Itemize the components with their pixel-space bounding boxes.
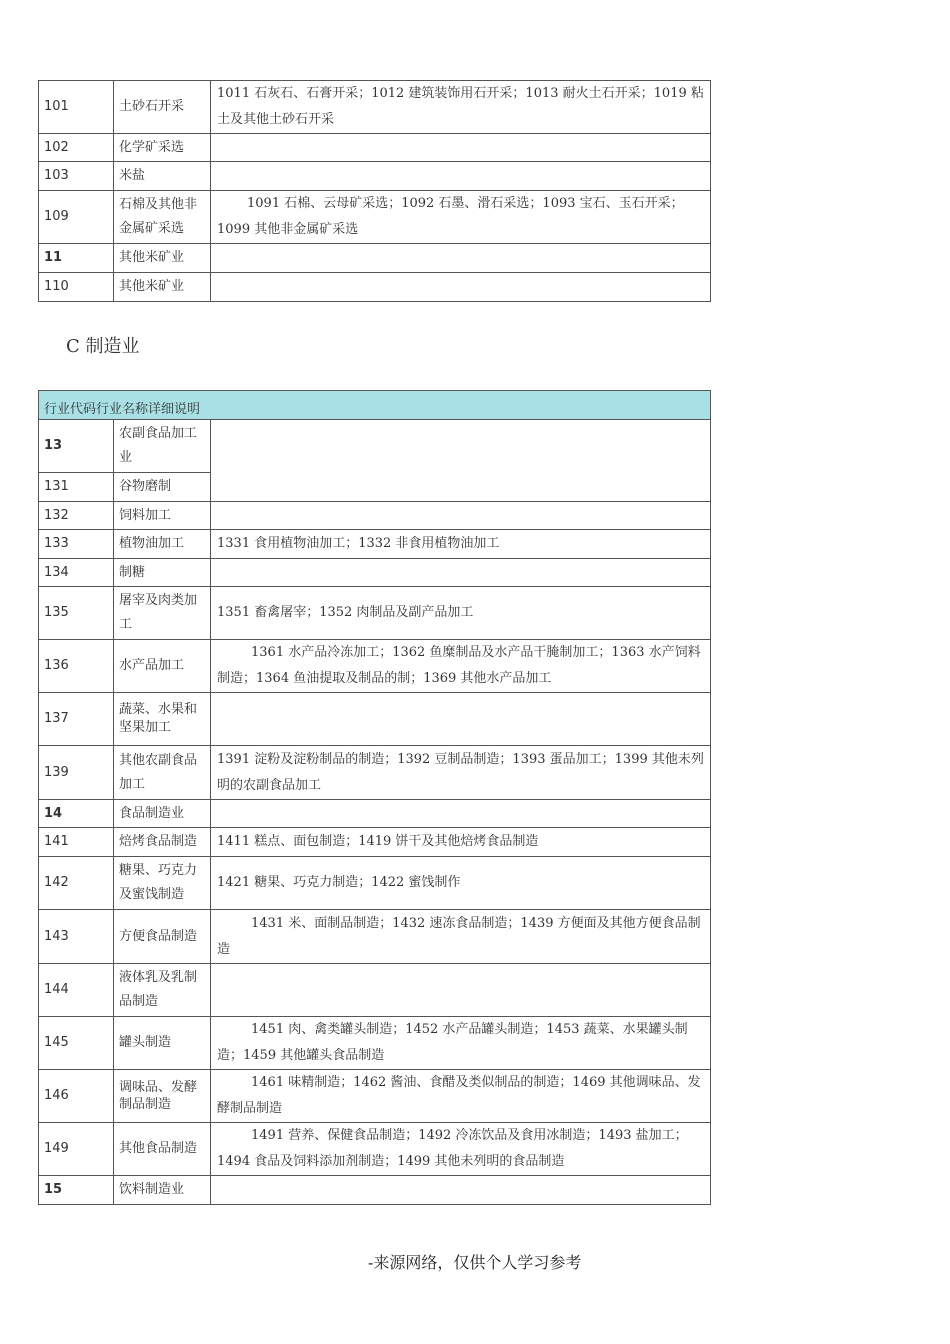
- table-row: [39, 693, 711, 746]
- industry-detail: [211, 134, 711, 162]
- industry-detail: 1091 石棉、云母矿采选；1092 石墨、滑石采选；1093 宝石、玉石开采；1099 其他非金属矿采选: [211, 191, 711, 244]
- industry-name: 米盐: [114, 162, 211, 191]
- industry-name: 化学矿采选: [114, 134, 211, 162]
- industry-code: 135: [39, 587, 114, 640]
- table-row: [39, 964, 711, 1017]
- table-row: [39, 559, 711, 587]
- industry-code: 133: [39, 530, 114, 559]
- industry-detail: 1411 糕点、面包制造；1419 饼干及其他焙烤食品制造: [211, 828, 711, 857]
- industry-name: 其他食品制造: [114, 1123, 211, 1176]
- table-row: [39, 1123, 711, 1176]
- industry-name: 土砂石开采: [114, 81, 211, 134]
- table-row: [39, 502, 711, 530]
- industry-name: 焙烤食品制造: [114, 828, 211, 857]
- industry-code: 131: [39, 473, 114, 502]
- industry-detail: [211, 1176, 711, 1205]
- industry-code: 110: [39, 273, 114, 302]
- table-row: [39, 420, 711, 473]
- industry-code: 15: [39, 1176, 114, 1205]
- table-row: [39, 81, 711, 134]
- industry-detail: 1391 淀粉及淀粉制品的制造；1392 豆制品制造；1393 蛋品加工；1399 其他未列明的农副食品加工: [211, 746, 711, 800]
- industry-name: 农副食品加工业: [114, 420, 211, 473]
- table-row: [39, 134, 711, 162]
- industry-code: 142: [39, 857, 114, 910]
- industry-name: 饲料加工: [114, 502, 211, 530]
- industry-code: 145: [39, 1017, 114, 1070]
- industry-code: 103: [39, 162, 114, 191]
- table-row: [39, 530, 711, 559]
- table-row: [39, 746, 711, 800]
- industry-code: 136: [39, 640, 114, 693]
- table-row: [39, 1017, 711, 1070]
- industry-name: 制糖: [114, 559, 211, 587]
- industry-code: 134: [39, 559, 114, 587]
- table-header: 行业代码行业名称详细说明: [39, 391, 711, 420]
- industry-name: 水产品加工: [114, 640, 211, 693]
- industry-name: 石棉及其他非金属矿采选: [114, 191, 211, 244]
- industry-name: 液体乳及乳制品制造: [114, 964, 211, 1017]
- industry-detail: [211, 244, 711, 273]
- industry-name: 蔬菜、水果和坚果加工: [114, 693, 211, 746]
- industry-detail: [211, 964, 711, 1017]
- industry-code: 109: [39, 191, 114, 244]
- section-title: C 制造业: [66, 336, 140, 357]
- table-row: [39, 191, 711, 244]
- industry-detail: 1351 畜禽屠宰；1352 肉制品及副产品加工: [211, 587, 711, 640]
- industry-detail: [211, 800, 711, 828]
- industry-detail: [211, 162, 711, 191]
- industry-code: 144: [39, 964, 114, 1017]
- manufacturing-table: [38, 390, 711, 1205]
- mining-table: [38, 80, 711, 302]
- table-row: [39, 587, 711, 640]
- industry-code: 137: [39, 693, 114, 746]
- industry-name: 糖果、巧克力及蜜饯制造: [114, 857, 211, 910]
- industry-name: 饮料制造业: [114, 1176, 211, 1205]
- table-row: [39, 800, 711, 828]
- table-row: [39, 273, 711, 302]
- industry-name: 罐头制造: [114, 1017, 211, 1070]
- table-row: [39, 244, 711, 273]
- table-row: [39, 910, 711, 964]
- industry-detail: [211, 420, 711, 502]
- industry-name: 方便食品制造: [114, 910, 211, 964]
- industry-detail: [211, 273, 711, 302]
- industry-code: 13: [39, 420, 114, 473]
- industry-code: 146: [39, 1070, 114, 1123]
- industry-code: 149: [39, 1123, 114, 1176]
- industry-name: 谷物磨制: [114, 473, 211, 502]
- industry-name: 食品制造业: [114, 800, 211, 828]
- table-row: [39, 162, 711, 191]
- industry-detail: [211, 502, 711, 530]
- industry-name: 屠宰及肉类加工: [114, 587, 211, 640]
- table-row: [39, 1176, 711, 1205]
- industry-detail: 1011 石灰石、石膏开采；1012 建筑装饰用石开采；1013 耐火土石开采；1019 粘土及其他土砂石开采: [211, 81, 711, 134]
- industry-code: 101: [39, 81, 114, 134]
- industry-detail: 1331 食用植物油加工；1332 非食用植物油加工: [211, 530, 711, 559]
- industry-name: 其他农副食品加工: [114, 746, 211, 800]
- industry-detail: 1431 米、面制品制造；1432 速冻食品制造；1439 方便面及其他方便食品制造: [211, 910, 711, 964]
- industry-name: 其他米矿业: [114, 273, 211, 302]
- industry-detail: 1421 糖果、巧克力制造；1422 蜜饯制作: [211, 857, 711, 910]
- table-row: [39, 828, 711, 857]
- table-header-row: [39, 391, 711, 420]
- industry-detail: 1461 味精制造；1462 酱油、食醋及类似制品的制造；1469 其他调味品、发酵制品制造: [211, 1070, 711, 1123]
- table-row: [39, 1070, 711, 1123]
- footer-note: -来源网络，仅供个人学习参考: [368, 1253, 582, 1272]
- industry-detail: [211, 559, 711, 587]
- industry-name: 植物油加工: [114, 530, 211, 559]
- table-row: [39, 857, 711, 910]
- industry-detail: 1361 水产品冷冻加工；1362 鱼糜制品及水产品干腌制加工；1363 水产饲料制造；1364 鱼油提取及制品的制；1369 其他水产品加工: [211, 640, 711, 693]
- industry-code: 11: [39, 244, 114, 273]
- industry-detail: [211, 693, 711, 746]
- industry-code: 141: [39, 828, 114, 857]
- industry-detail: 1491 营养、保健食品制造；1492 冷冻饮品及食用冰制造；1493 盐加工；1494 食品及饲料添加剂制造；1499 其他未列明的食品制造: [211, 1123, 711, 1176]
- industry-code: 132: [39, 502, 114, 530]
- industry-detail: 1451 肉、禽类罐头制造；1452 水产品罐头制造；1453 蔬菜、水果罐头制造；1459 其他罐头食品制造: [211, 1017, 711, 1070]
- industry-name: 其他米矿业: [114, 244, 211, 273]
- industry-name: 调味品、发酵制品制造: [114, 1070, 211, 1123]
- table-row: [39, 640, 711, 693]
- industry-code: 14: [39, 800, 114, 828]
- industry-code: 102: [39, 134, 114, 162]
- industry-code: 143: [39, 910, 114, 964]
- industry-code: 139: [39, 746, 114, 800]
